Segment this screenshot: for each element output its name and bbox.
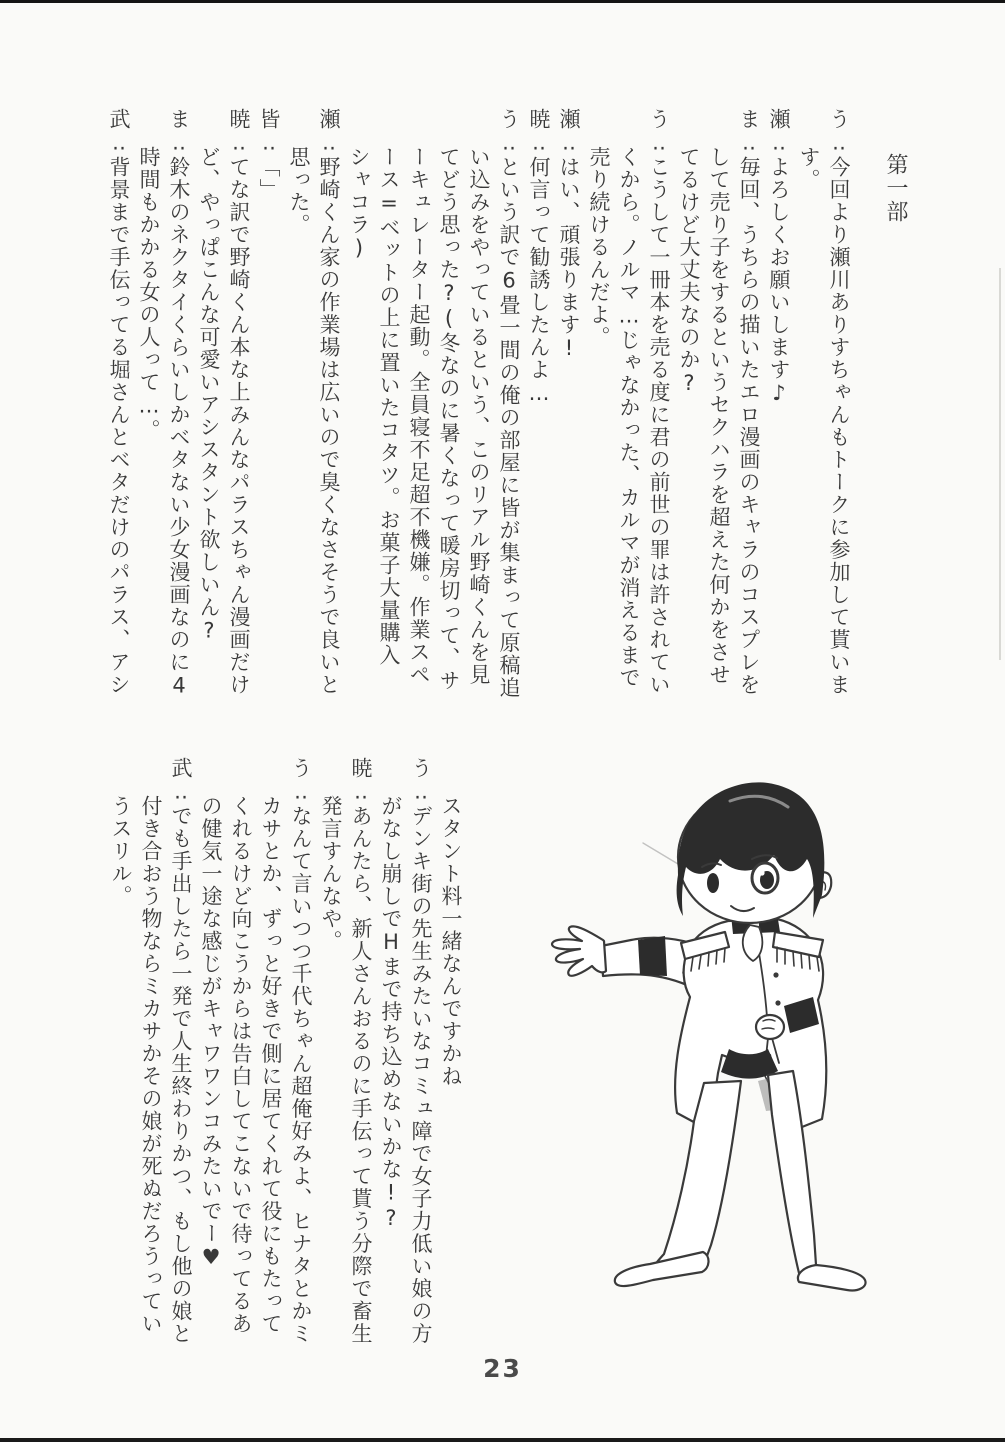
- dialogue-line: 時間もかかる女の人って…。: [137, 146, 161, 442]
- dialogue-line: ま‥鈴木のネクタイくらいしかベタない少女漫画なのに4: [167, 108, 191, 699]
- dialogue-line: くれるけど向こうからは告白してこないで待ってるあ: [229, 795, 253, 1335]
- dialogue-line: くから。ノルマ…じゃなかった、カルマが消えるまで: [617, 146, 641, 689]
- dialogue-line: 瀬‥はい、頑張ります!: [557, 108, 581, 362]
- character-illustration: [525, 775, 945, 1315]
- dialogue-line: がなし崩しでHまで持ち込めないかな!?: [379, 795, 403, 1232]
- dialogue-line: して売り子をするというセクハラを超えた何かをさせ: [707, 146, 731, 686]
- dialogue-line: ーキュレーター起動。全員寝不足超不機嫌。作業スペ: [407, 146, 431, 686]
- dialogue-line: 武‥でも手出したら一発で人生終わりかつ、もし他の娘と: [169, 757, 193, 1345]
- dialogue-line: 武‥背景まで手伝ってる堀さんとベタだけのパラス、アシ: [107, 108, 131, 696]
- dialogue-line: い込みをやっているという、このリアル野崎くんを見: [467, 146, 491, 686]
- dialogue-line: う‥なんて言いつつ千代ちゃん超俺好みよ、ヒナタとかミ: [289, 757, 313, 1345]
- dialogue-line: う‥今回より瀬川ありすちゃんもトークに参加して貰いま: [827, 108, 851, 696]
- dialogue-line: 暁‥何言って勧誘したんよ…: [527, 108, 551, 407]
- scan-artifact-line: [999, 268, 1001, 660]
- dialogue-line: スタント料一緒なんですかね: [439, 795, 463, 1088]
- legs: [615, 1071, 866, 1290]
- dialogue-line: 皆‥「」: [257, 108, 281, 201]
- dialogue-line: 瀬‥野崎くん家の作業場は広いので臭くなさそうで良いと: [317, 108, 341, 696]
- dialogue-line: の健気一途な感じがキャワワンコみたいでー♥: [199, 795, 223, 1271]
- dialogue-line: う‥という訳で6畳一間の俺の部屋に皆が集まって原稿追: [497, 108, 521, 699]
- dialogue-line: 暁‥てな訳で野崎くん本な上みんなパラスちゃん漫画だけ: [227, 108, 251, 696]
- dialogue-line: ど、やっぱこんな可愛いアシスタント欲しいん?: [197, 146, 221, 644]
- dialogue-line: ース=ベットの上に置いたコタツ。お菓子大量購入: [377, 146, 401, 667]
- dialogue-line: うスリル。: [109, 795, 133, 908]
- dialogue-line: てるけど大丈夫なのか?: [677, 146, 701, 397]
- dialogue-line: う‥こうして一冊本を売る度に君の前世の罪は許されてい: [647, 108, 671, 696]
- dialogue-line: ま‥毎回、うちらの描いたエロ漫画のキャラのコスプレを: [737, 108, 761, 696]
- dialogue-line: 発言すんなや。: [319, 795, 343, 953]
- dialogue-line: 瀬‥よろしくお願いします♪: [767, 108, 791, 407]
- section-title: 第一部: [883, 153, 908, 224]
- dialogue-line: 思った。: [287, 146, 311, 236]
- dialogue-line: う‥デンキ街の先生みたいなコミュ障で女子力低い娘の方: [409, 757, 433, 1345]
- scan-edge-top: [0, 0, 1005, 3]
- dialogue-block-bottom: [86, 757, 466, 1399]
- scan-edge-bottom: [0, 1438, 1005, 1442]
- dialogue-line: す。: [797, 146, 821, 191]
- dialogue-line: 暁‥あんたら、新人さんおるのに手伝って貰う分際で畜生: [349, 757, 373, 1345]
- dialogue-line: てどう思った?(冬なのに暑くなって暖房切って、サ: [437, 146, 461, 692]
- dialogue-line: 付き合おう物ならミカサかその娘が死ぬだろうってい: [139, 795, 163, 1335]
- dialogue-block-top: [90, 108, 910, 726]
- dialogue-line: カサとか、ずっと好きで側に居てくれて役にもたって: [259, 795, 283, 1335]
- dialogue-line: シャコラ): [347, 146, 371, 262]
- character-head: [677, 782, 832, 923]
- page-number: 23: [483, 1354, 522, 1383]
- dialogue-line: 売り続けるんだよ。: [587, 146, 611, 349]
